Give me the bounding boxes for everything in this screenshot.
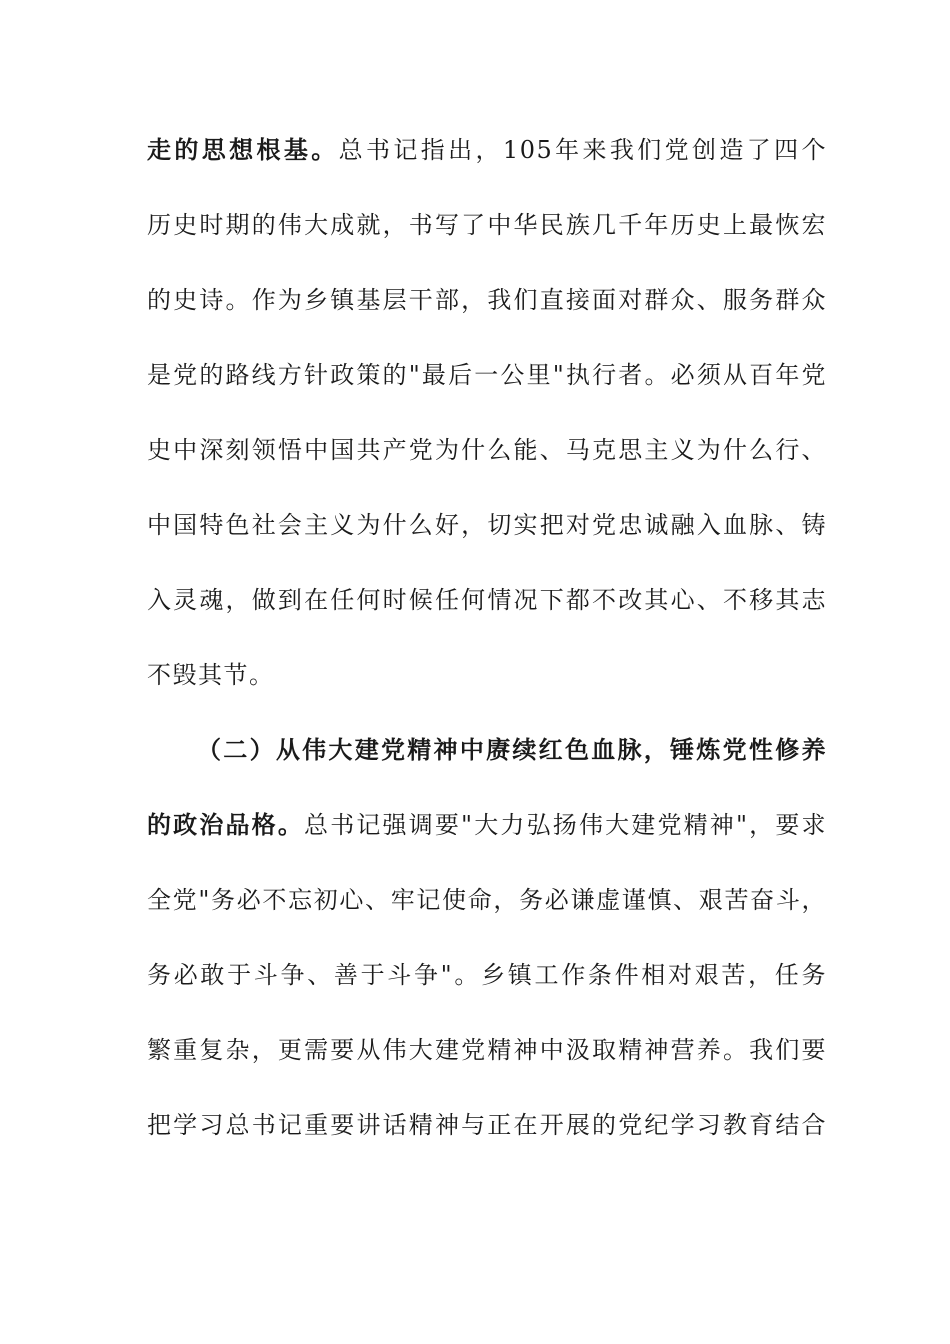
text-line: [147, 809, 827, 841]
text-line: 史中深刻领悟中国共产党为什么能、马克思主义为什么行、: [147, 436, 827, 464]
text-line: 务必敢于斗争、善于斗争"。乡镇工作条件相对艰苦，任务: [147, 961, 827, 989]
section-heading: （二）从伟大建党精神中赓续红色血脉，锤炼党性修养: [197, 736, 827, 764]
text-line: 繁重复杂，更需要从伟大建党精神中汲取精神营养。我们要: [147, 1036, 827, 1064]
text-line: 中国特色社会主义为什么好，切实把对党忠诚融入血脉、铸: [147, 511, 827, 539]
text-line: 入灵魂，做到在任何时候任何情况下都不改其心、不移其志: [147, 586, 827, 614]
bold-phrase: 走的思想根基。: [147, 136, 339, 164]
text-line: 不毁其节。: [147, 661, 275, 689]
text-line: 把学习总书记重要讲话精神与正在开展的党纪学习教育结合: [147, 1111, 827, 1139]
bold-phrase: 的政治品格。: [147, 811, 305, 839]
text-line: 历史时期的伟大成就，书写了中华民族几千年历史上最恢宏: [147, 211, 827, 239]
text-line: [147, 134, 827, 166]
text-run: 总书记指出，105年来我们党创造了四个: [338, 136, 828, 164]
text-line: 是党的路线方针政策的"最后一公里"执行者。必须从百年党: [147, 361, 827, 389]
text-run: 总书记强调要"大力弘扬伟大建党精神"，要求: [304, 811, 828, 839]
text-line: 全党"务必不忘初心、牢记使命，务必谦虚谨慎、艰苦奋斗，: [147, 886, 827, 914]
text-line: 的史诗。作为乡镇基层干部，我们直接面对群众、服务群众: [147, 286, 827, 314]
